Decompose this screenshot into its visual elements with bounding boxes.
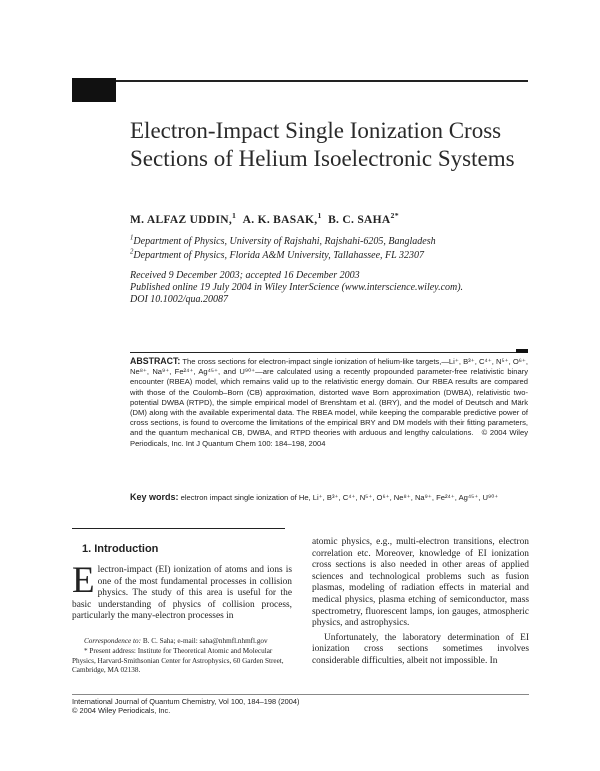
affiliation bbox=[130, 236, 530, 247]
author-affil-marker: 2* bbox=[390, 211, 399, 221]
affiliation bbox=[130, 250, 530, 261]
author-affil-marker: 1 bbox=[317, 211, 322, 221]
author-name: M. ALFAZ UDDIN, bbox=[130, 214, 233, 226]
abstract bbox=[130, 356, 528, 449]
received-date: Received 9 December 2003; accepted 16 December 2003 bbox=[130, 270, 360, 281]
publication-history bbox=[130, 270, 463, 306]
doi: DOI 10.1002/qua.20087 bbox=[130, 294, 229, 305]
affiliation-number: 2 bbox=[130, 248, 134, 256]
correspondence-label: Correspondence to: bbox=[84, 637, 142, 645]
author-affil-marker: 1 bbox=[232, 211, 237, 221]
section-heading: 1. Introduction bbox=[82, 543, 159, 555]
introduction-text bbox=[72, 560, 292, 623]
abstract-label: ABSTRACT: bbox=[130, 356, 181, 366]
affiliation-number: 1 bbox=[130, 234, 134, 242]
journal-footer bbox=[72, 697, 299, 715]
paper-title: Electron-Impact Single Ionization Cross Sections of Helium Isoelectronic Systems bbox=[130, 118, 515, 171]
drop-cap: E bbox=[72, 560, 95, 601]
journal-copyright: © 2004 Wiley Periodicals, Inc. bbox=[72, 706, 171, 715]
introduction-paragraph: lectron-impact (EI) ionization of atoms and ions is one of the most fundamental processes in collision physics. The study of this area is useful for the basic understanding of physics of collision process, particularly the many-electron processes in bbox=[72, 565, 292, 622]
abstract-rule-marker bbox=[516, 349, 528, 353]
right-column-text bbox=[312, 537, 529, 668]
affiliation-text: Department of Physics, Florida A&M University, Tallahassee, FL 32307 bbox=[133, 250, 425, 261]
affiliation-text: Department of Physics, University of Rajshahi, Rajshahi-6205, Bangladesh bbox=[133, 236, 436, 247]
correspondence-text: B. C. Saha; e-mail: saha@nhmfl.nhmfl.gov bbox=[142, 637, 268, 645]
keywords bbox=[130, 492, 528, 504]
author-name: B. C. SAHA bbox=[328, 214, 391, 226]
keywords-text: electron impact single ionization of He, Li⁺, B³⁺, C⁴⁺, N⁵⁺, O⁶⁺, Ne⁸⁺, Na⁹⁺, Fe²⁴⁺, Ag⁴⁵⁺, U⁹⁰⁺ bbox=[180, 493, 499, 502]
footnotes bbox=[72, 637, 292, 676]
column-rule bbox=[72, 528, 285, 529]
keywords-label: Key words: bbox=[130, 492, 179, 502]
footer-rule bbox=[72, 694, 529, 695]
abstract-copyright: © 2004 Wiley Periodicals, Inc. Int J Quantum Chem 100: 184–198, 2004 bbox=[130, 428, 528, 448]
paragraph: Unfortunately, the laboratory determination of EI ionization cross sections sometimes involves considerable difficulties, albeit not impossible. In bbox=[312, 632, 529, 666]
correspondence-note bbox=[72, 637, 292, 647]
header-black-block bbox=[72, 78, 116, 102]
published-online: Published online 19 July 2004 in Wiley InterScience (www.interscience.wiley.com). bbox=[130, 282, 464, 293]
header-rule bbox=[116, 80, 528, 82]
author-name: A. K. BASAK, bbox=[242, 214, 318, 226]
abstract-text: The cross sections for electron-impact single ionization of helium-like targets,—Li⁺, B³⁺, C⁴⁺, N⁵⁺, O⁶⁺, Ne⁸⁺, Na⁹⁺, Fe²⁴⁺, Ag⁴⁵⁺, and U⁹⁰⁺—are calculated using a recently propounded parameter-free relativistic binary encounter (RBEA) model, which remains valid up to the relativistic energy domain. Our RBEA results are compared with those of the Coulomb–Born (CB) approximation, distorted wave Born approximation (DWBA), relativistic two-potential DWBA (RTPD), the simple empirical model of Brenshtam et al. (BRY), and the model of Deutsch and Märk (DM) along with the available experimental data. The RBEA model, while keeping the comparable predictive power of cross sections, is found to overcome the limitations of the empirical BRY and DM models with their fitting parameters, and the quantum mechanical CB, DWBA, and RTPD theories with arduous and lengthy calculations. bbox=[130, 357, 528, 438]
present-address-note: * Present address: Institute for Theoretical Atomic and Molecular Physics, Harvard-Smithsonian Center for Astrophysics, 60 Garden Street, Cambridge, MA 02138. bbox=[72, 646, 284, 675]
paragraph: atomic physics, e.g., multi-electron transitions, electron correlation etc. Moreover, knowledge of EI ionization cross sections is also needed in other areas of applied sciences and technological problems such as fusion plasmas, modeling of radiation effects in material and medical physics, plasma etching of semiconductor, mass spectrometry, fluorescent lamps, ion gauges, atmospheric physics, and astrophysics. bbox=[312, 537, 529, 629]
author-list bbox=[130, 211, 399, 226]
journal-citation: International Journal of Quantum Chemistry, Vol 100, 184–198 (2004) bbox=[72, 697, 300, 706]
abstract-rule bbox=[130, 352, 528, 353]
